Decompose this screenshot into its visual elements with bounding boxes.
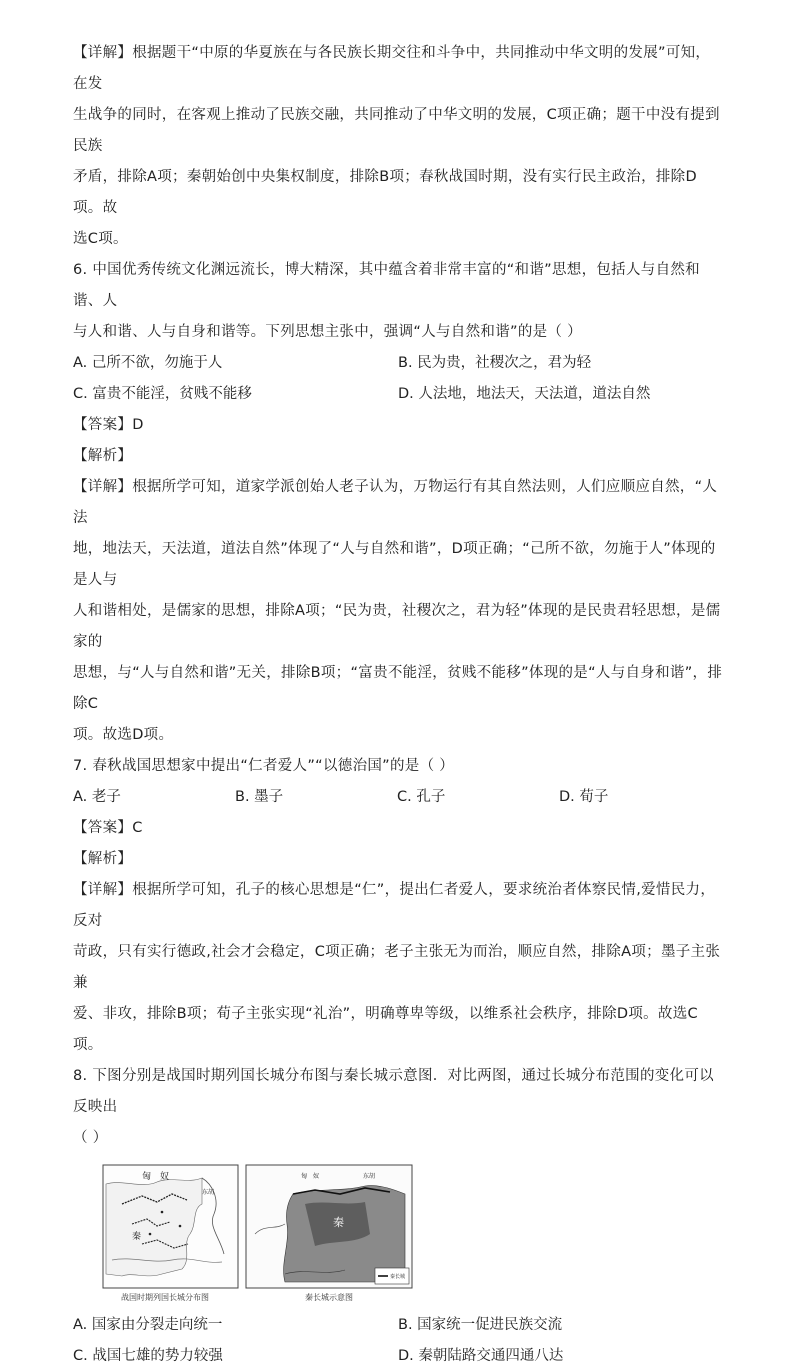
q8-stem-line: 8. 下图分别是战国时期列国长城分布图与秦长城示意图．对比两图，通过长城分布范围的变化可以反映出 bbox=[73, 1068, 714, 1115]
exam-page bbox=[73, 38, 725, 1372]
q8-option-b: B. 国家统一促进民族交流 bbox=[398, 1317, 563, 1333]
q8-option-d: D. 秦朝陆路交通四通八达 bbox=[398, 1348, 564, 1364]
q6-options-row bbox=[73, 379, 725, 410]
q6-options-row bbox=[73, 348, 725, 379]
q7-option-d: D. 荀子 bbox=[559, 789, 609, 805]
map1-caption: 战国时期列国长城分布图 bbox=[121, 1293, 209, 1302]
qin-wall-map bbox=[245, 1164, 413, 1289]
warring-states-walls-map bbox=[102, 1164, 239, 1289]
q7-option-a: A. 老子 bbox=[73, 789, 121, 805]
map2-label-xiongnu: 匈 奴 bbox=[301, 1173, 320, 1180]
map2-label-donghu: 东胡 bbox=[363, 1173, 376, 1180]
q8-options-row bbox=[73, 1341, 725, 1372]
q8-stem-line: （ ） bbox=[73, 1130, 108, 1146]
map1-label-donghu: 东胡 bbox=[202, 1189, 215, 1196]
map2-caption: 秦长城示意图 bbox=[305, 1293, 353, 1302]
q6-option-d: D. 人法地，地法天，天法道，道法自然 bbox=[398, 386, 651, 402]
q6-answer: 【答案】D bbox=[73, 417, 144, 433]
q6-stem-line: 6. 中国优秀传统文化渊远流长，博大精深，其中蕴含着非常丰富的“和谐”思想，包括人与自然和谐、人 bbox=[73, 262, 700, 309]
q7-detail-line: 【详解】根据所学可知，孔子的核心思想是“仁”，提出仁者爱人，要求统治者体察民情,爱惜民力，反对 bbox=[73, 882, 716, 929]
q6-detail-line: 思想，与“人与自然和谐”无关，排除B项；“富贵不能淫，贫贱不能移”体现的是“人与自身和谐”，排除C bbox=[73, 665, 723, 712]
q7-analysis-label: 【解析】 bbox=[73, 851, 133, 867]
q7-options-row bbox=[73, 782, 725, 813]
q8-option-a: A. 国家由分裂走向统一 bbox=[73, 1317, 223, 1333]
q8-options-row bbox=[73, 1310, 725, 1341]
q7-option-c: C. 孔子 bbox=[397, 789, 446, 805]
map1-label-xiongnu: 匈 奴 bbox=[142, 1172, 170, 1182]
q5-detail-line: 矛盾，排除A项；秦朝始创中央集权制度，排除B项；春秋战国时期，没有实行民主政治，排除D项。故 bbox=[73, 169, 697, 216]
q7-detail-line: 苛政，只有实行德政,社会才会稳定，C项正确；老子主张无为而治，顺应自然，排除A项；墨子主张兼 bbox=[73, 944, 721, 991]
map2-label-qin: 秦 bbox=[333, 1216, 344, 1229]
q6-option-c: C. 富贵不能淫，贫贱不能移 bbox=[73, 386, 252, 402]
q6-option-a: A. 己所不欲，勿施于人 bbox=[73, 355, 223, 371]
q6-analysis-label: 【解析】 bbox=[73, 448, 133, 464]
q7-detail-line: 爱、非攻，排除B项；荀子主张实现“礼治”，明确尊卑等级，以维系社会秩序，排除D项。故选C项。 bbox=[73, 1006, 698, 1053]
q6-detail-line: 【详解】根据所学可知，道家学派创始人老子认为，万物运行有其自然法则，人们应顺应自然，“人法 bbox=[73, 479, 718, 526]
q5-detail-line: 【详解】根据题干“中原的华夏族在与各民族长期交往和斗争中，共同推动中华文明的发展”可知，在发 bbox=[73, 45, 711, 92]
q7-option-b: B. 墨子 bbox=[235, 789, 284, 805]
map2-legend-label: 秦长城 bbox=[390, 1274, 406, 1280]
q7-answer: 【答案】C bbox=[73, 820, 143, 836]
q8-maps-figure bbox=[73, 1164, 725, 1306]
map1-label-qin: 秦 bbox=[132, 1232, 142, 1242]
q5-detail-line: 生战争的同时，在客观上推动了民族交融，共同推动了中华文明的发展，C项正确；题干中没有提到民族 bbox=[73, 107, 720, 154]
q5-detail-line: 选C项。 bbox=[73, 231, 128, 247]
q6-detail-line: 人和谐相处，是儒家的思想，排除A项；“民为贵，社稷次之，君为轻”体现的是民贵君轻思想，是儒家的 bbox=[73, 603, 721, 650]
q6-stem-line: 与人和谐、人与自身和谐等。下列思想主张中，强调“人与自然和谐”的是（ ） bbox=[73, 324, 582, 340]
q8-option-c: C. 战国七雄的势力较强 bbox=[73, 1348, 223, 1364]
q7-stem: 7. 春秋战国思想家中提出“仁者爱人”“以德治国”的是（ ） bbox=[73, 758, 455, 774]
q6-detail-line: 项。故选D项。 bbox=[73, 727, 174, 743]
q6-detail-line: 地，地法天，天法道，道法自然”体现了“人与自然和谐”，D项正确；“己所不欲，勿施于人”体现的是人与 bbox=[73, 541, 716, 588]
q6-option-b: B. 民为贵，社稷次之，君为轻 bbox=[398, 355, 592, 371]
